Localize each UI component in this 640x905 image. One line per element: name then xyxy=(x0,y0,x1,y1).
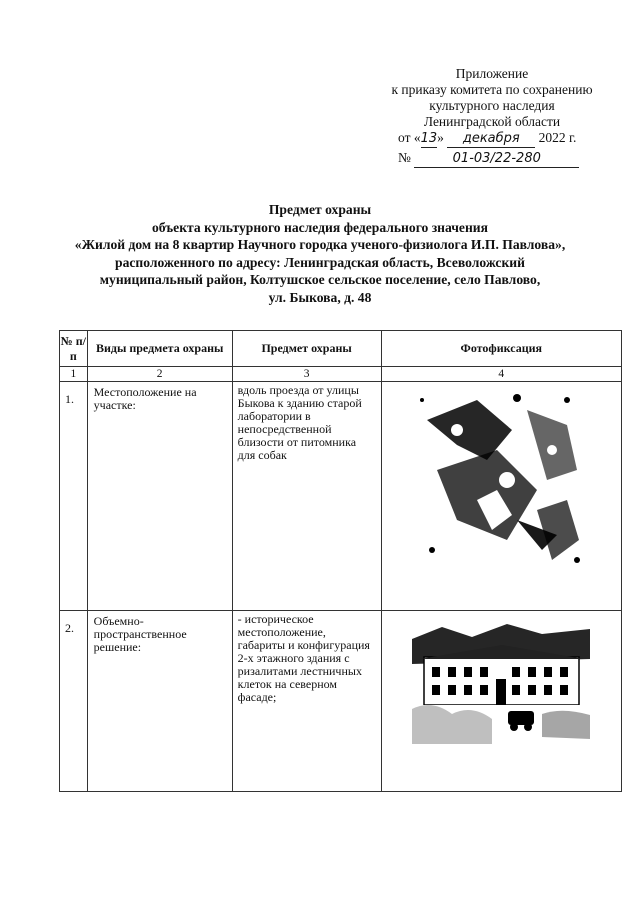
row-type: Местоположение на участке: xyxy=(87,382,232,611)
col-number: 1 xyxy=(60,367,88,382)
row-photo-cell xyxy=(381,611,621,792)
order-date xyxy=(398,130,598,148)
row-photo-cell xyxy=(381,382,621,611)
row-type: Объемно-пространственное решение: xyxy=(87,611,232,792)
date-prefix: от « xyxy=(398,130,421,145)
appendix-header xyxy=(372,66,612,130)
col-number: 4 xyxy=(381,367,621,382)
row-subject: вдоль проезда от улицы Быкова к зданию старой лаборатории в непосредственной близости от питомника для собак xyxy=(232,382,381,611)
col-header-number: № п/п xyxy=(60,331,88,367)
date-mid: » xyxy=(437,130,444,145)
col-header-subject: Предмет охраны xyxy=(232,331,381,367)
table-header-row xyxy=(60,331,622,367)
title-line: объекта культурного наследия федерального значения xyxy=(152,219,488,235)
document-title xyxy=(40,201,600,306)
appendix-line: Ленинградской области xyxy=(423,114,561,129)
col-number-row xyxy=(60,367,622,382)
date-month-handwritten: декабря xyxy=(447,131,535,148)
protection-table xyxy=(59,330,622,792)
building-facade-photo xyxy=(412,619,590,744)
appendix-line: культурного наследия xyxy=(429,98,555,113)
table-row xyxy=(60,382,622,611)
aerial-map-photo xyxy=(417,390,585,570)
date-year: 2022 г. xyxy=(538,130,577,145)
row-number: 2. xyxy=(60,611,88,792)
col-number: 2 xyxy=(87,367,232,382)
title-line: ул. Быкова, д. 48 xyxy=(268,289,372,305)
col-header-type: Виды предмета охраны xyxy=(87,331,232,367)
row-subject: - историческое местоположение, габариты и конфигурация 2-х этажного здания с ризалитами лестничных клеток на северном фасаде; xyxy=(232,611,381,792)
title-line: Предмет охраны xyxy=(268,202,372,217)
date-day-handwritten: 13 xyxy=(420,131,438,146)
appendix-line: к приказу комитета по сохранению xyxy=(391,82,593,97)
title-line: расположенного по адресу: Ленинградская область, Всеволожский xyxy=(115,254,525,270)
title-line: «Жилой дом на 8 квартир Научного городка ученого-физиолога И.П. Павлова», xyxy=(74,237,566,252)
col-number: 3 xyxy=(232,367,381,382)
table-row xyxy=(60,611,622,792)
row-number: 1. xyxy=(60,382,88,611)
col-header-photo: Фотофиксация xyxy=(381,331,621,367)
title-line: муниципальный район, Колтушское сельское поселение, село Павлово, xyxy=(99,272,541,287)
order-number xyxy=(398,150,598,168)
number-handwritten: 01-03/22-280 xyxy=(414,151,579,168)
appendix-line: Приложение xyxy=(455,66,529,81)
number-prefix: № xyxy=(398,150,411,165)
